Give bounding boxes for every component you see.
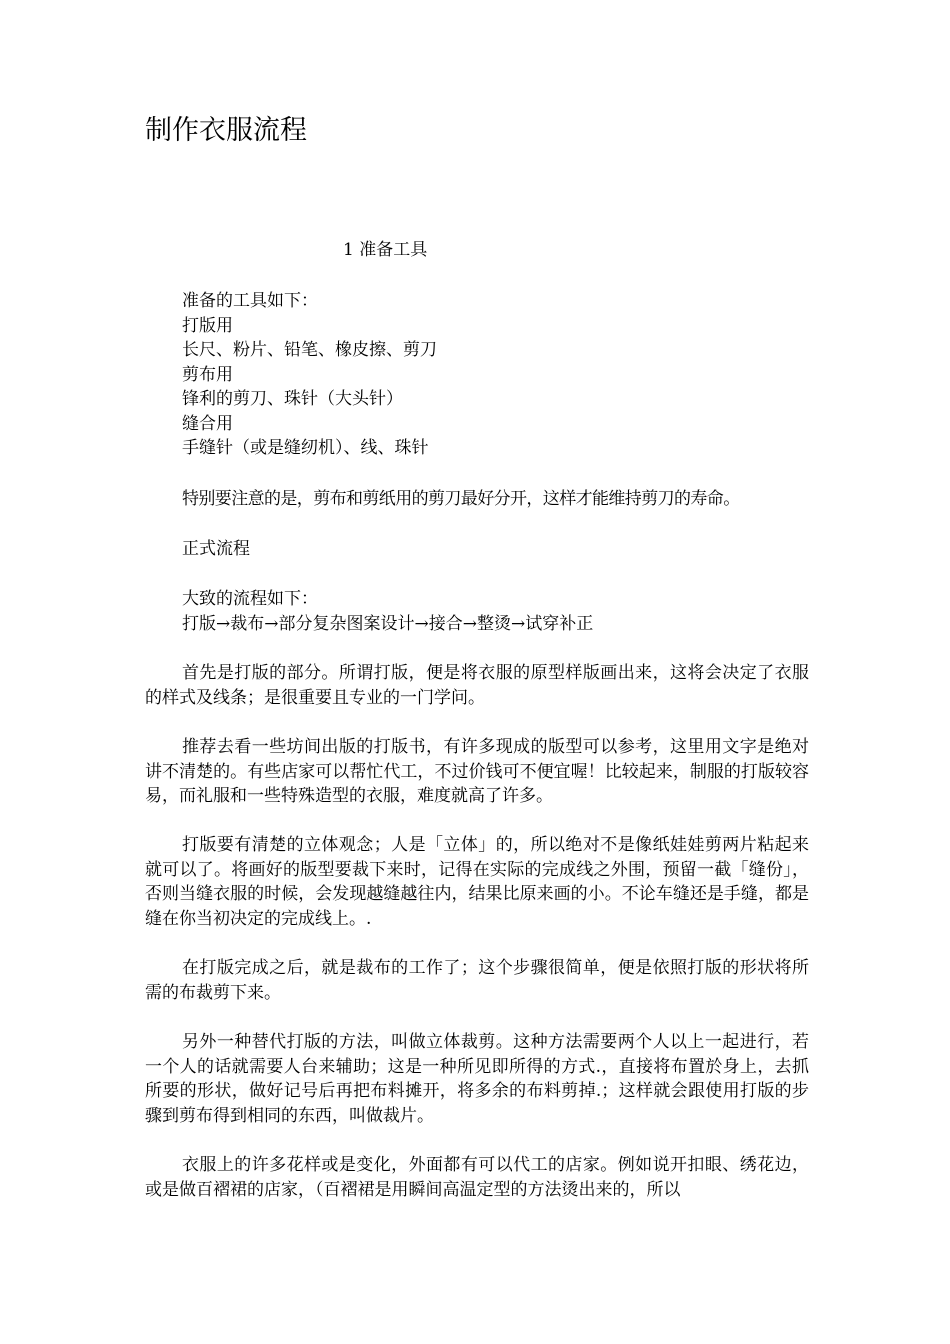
formal-process bbox=[145, 537, 809, 562]
flow-section bbox=[145, 587, 809, 636]
cutting-label: 剪布用 bbox=[182, 364, 233, 385]
tools-intro: 准备的工具如下： bbox=[182, 291, 318, 311]
scissors-note bbox=[145, 487, 809, 512]
paragraph-seam-allowance: 打版要有清楚的立体观念；人是「立体」的，所以绝对不是像纸娃娃剪两片粘起来就可以了。将画好的版型要裁下来时，记得在实际的完成线之外围，预留一截「缝份」，否则当缝衣服的时候，会发现越缝越往内，结果比原来画的小。不论车缝还是手缝，都是缝在你当初决定的完成线上。. bbox=[145, 835, 809, 929]
document-title: 制作衣服流程 bbox=[145, 115, 307, 146]
sewing-items: 手缝针（或是缝纫机）、线、珠针 bbox=[182, 438, 429, 458]
pattern-label: 打版用 bbox=[182, 315, 233, 336]
flow-intro: 大致的流程如下： bbox=[182, 589, 318, 609]
paragraph-pattern-intro: 首先是打版的部分。所谓打版，便是将衣服的原型样版画出来，这将会决定了衣服的样式及线条；是很重要且专业的一门学问。 bbox=[145, 663, 809, 708]
tools-list bbox=[145, 289, 809, 461]
formal-process-label: 正式流程 bbox=[182, 539, 250, 559]
paragraph-draping: 另外一种替代打版的方法，叫做立体裁剪。这种方法需要两个人以上一起进行，若一个人的话就需要人台来辅助；这是一种所见即所得的方式.，直接将布置於身上，去抓所要的形状，做好记号后再把布料摊开，将多余的布料剪掉.；这样就会跟使用打版的步骤到剪布得到相同的东西，叫做裁片。 bbox=[145, 1032, 809, 1126]
sewing-label: 缝合用 bbox=[182, 413, 233, 434]
scissors-note-text: 特别要注意的是，剪布和剪纸用的剪刀最好分开，这样才能维持剪刀的寿命。 bbox=[182, 489, 740, 509]
section-heading: 1 准备工具 bbox=[343, 240, 428, 260]
flow-steps: 打版→裁布→部分复杂图案设计→接合→整烫→试穿补正 bbox=[182, 613, 594, 634]
pattern-items: 长尺、粉片、铅笔、橡皮擦、剪刀 bbox=[182, 340, 437, 360]
paragraph-cutting: 在打版完成之后，就是裁布的工作了；这个步骤很简单，便是依照打版的形状将所需的布裁剪下来。 bbox=[145, 958, 809, 1003]
paragraph-pattern-books: 推荐去看一些坊间出版的打版书，有许多现成的版型可以参考，这里用文字是绝对讲不清楚的。有些店家可以帮忙代工，不过价钱可不便宜喔！比较起来，制服的打版较容易，而礼服和一些特殊造型的衣服，难度就高了许多。 bbox=[145, 737, 809, 806]
paragraph-outsourcing: 衣服上的许多花样或是变化，外面都有可以代工的店家。例如说开扣眼、绣花边，或是做百褶裙的店家，（百褶裙是用瞬间高温定型的方法烫出来的，所以 bbox=[145, 1155, 809, 1200]
cutting-items: 锋利的剪刀、珠针（大头针） bbox=[182, 389, 403, 409]
